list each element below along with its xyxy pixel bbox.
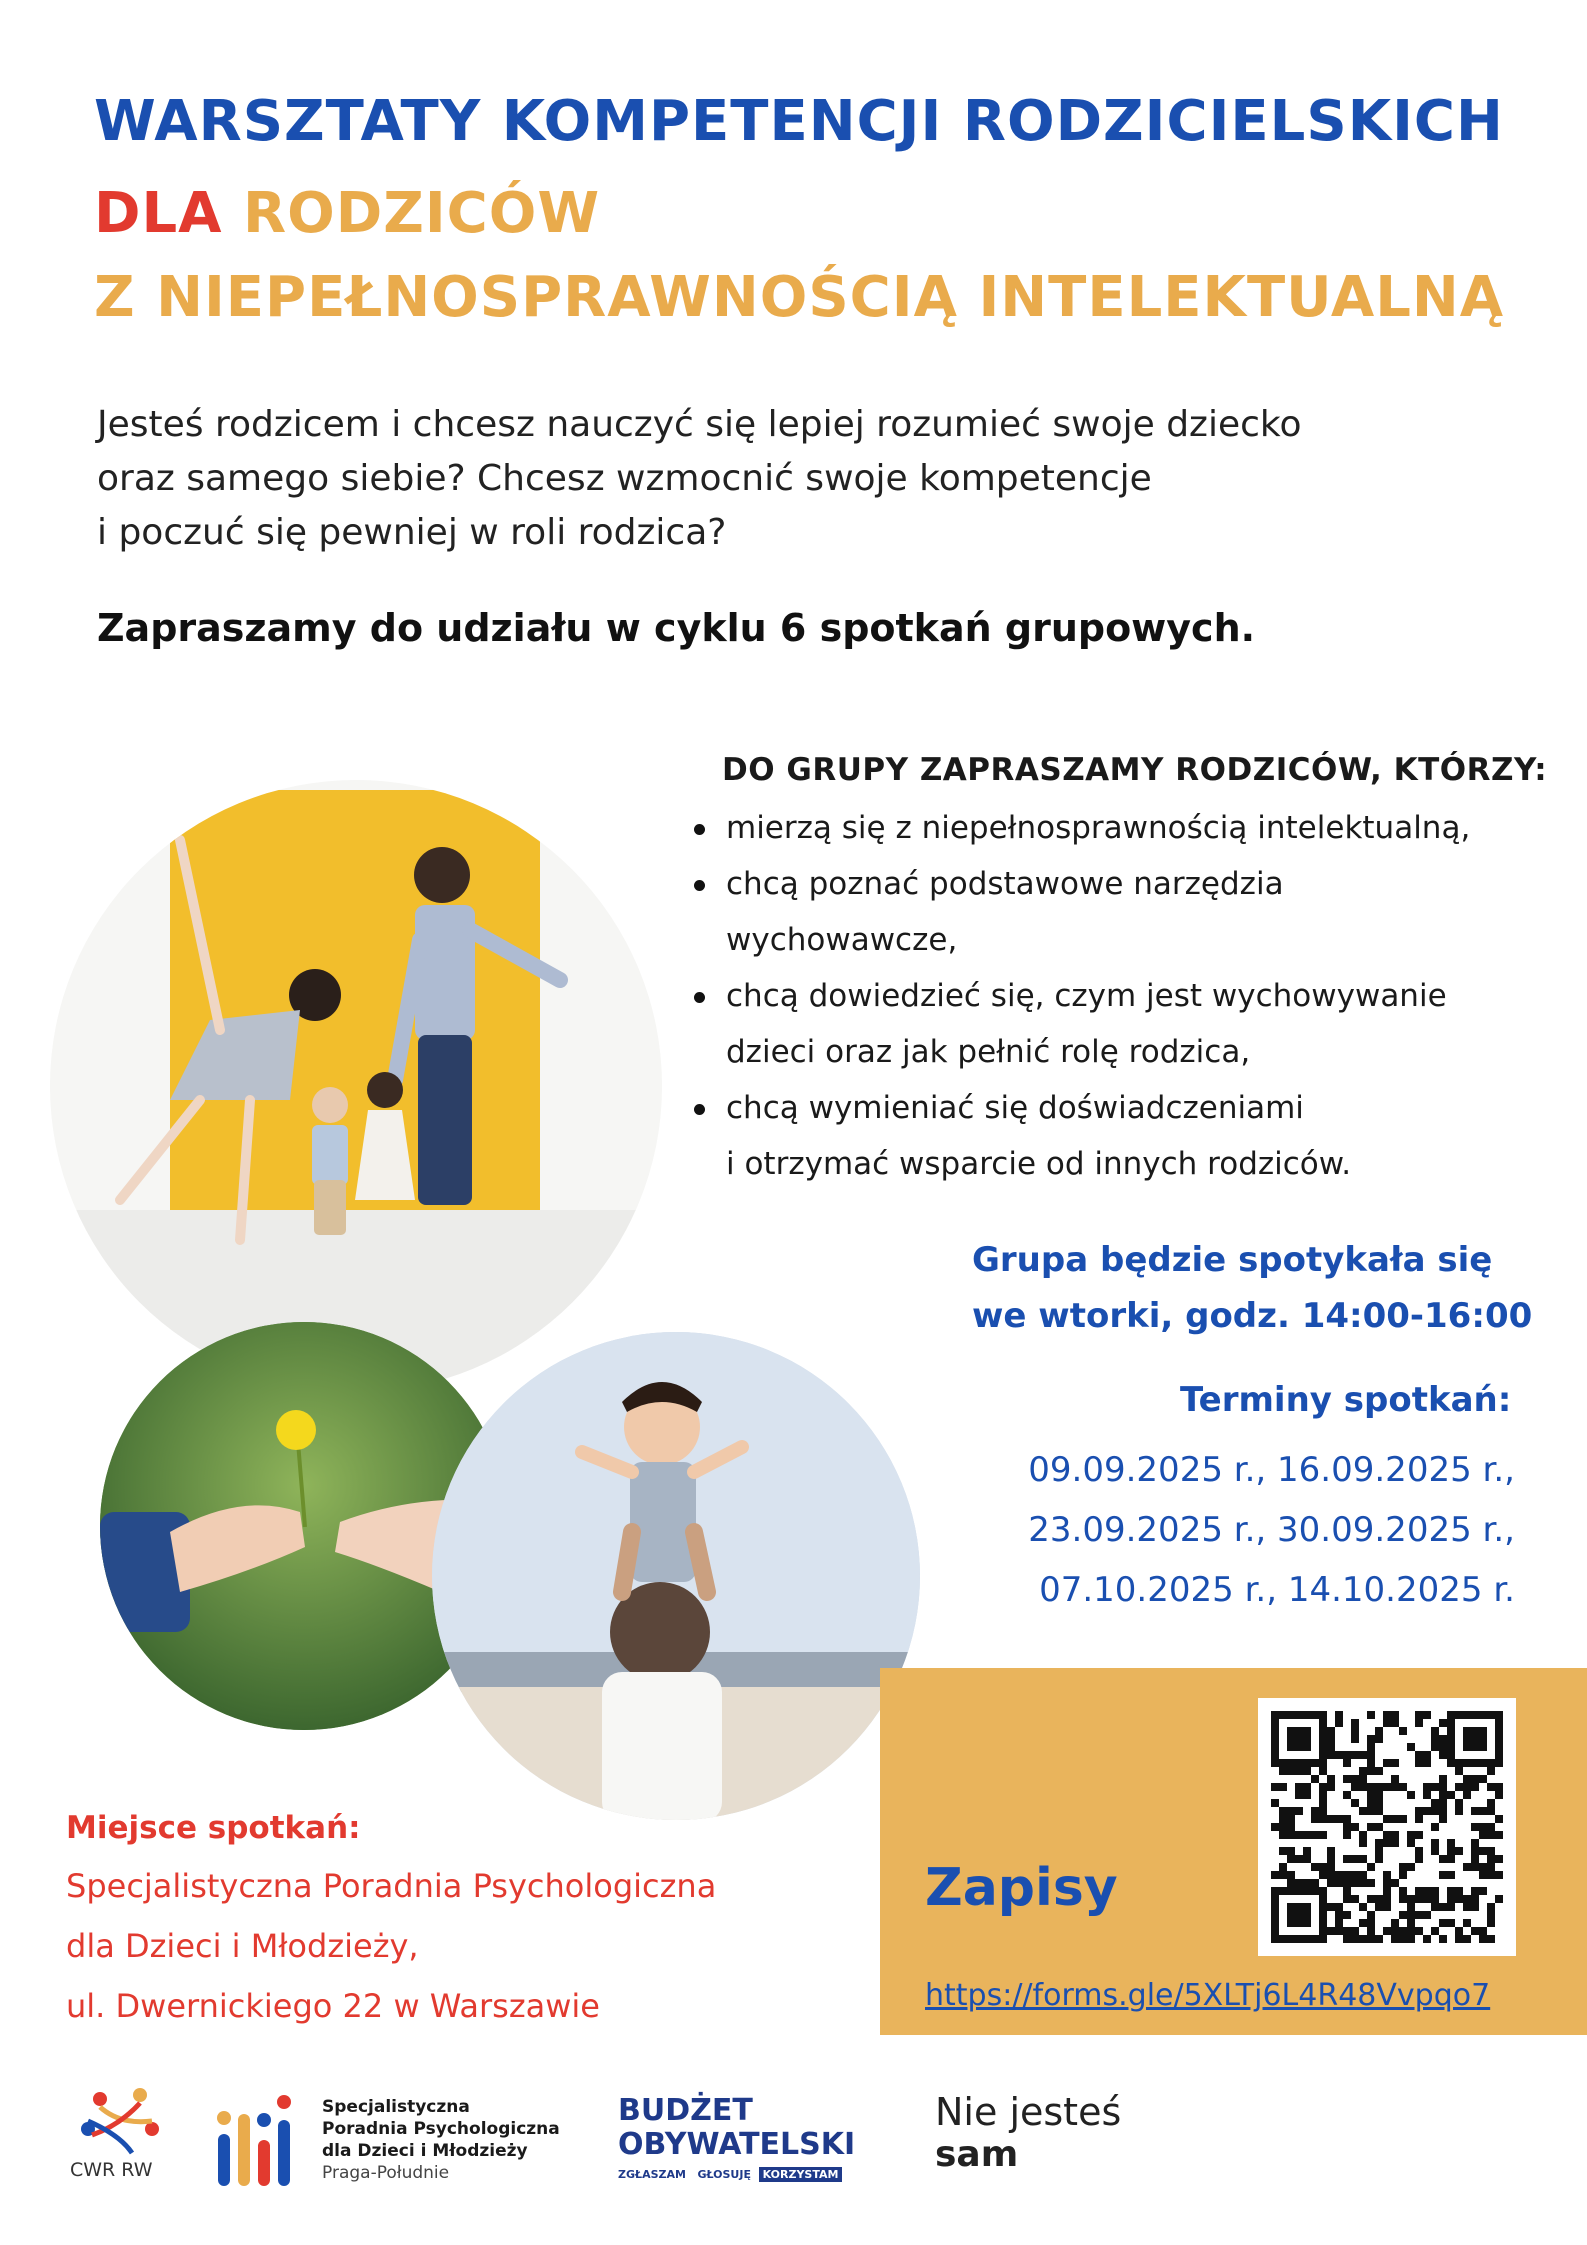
who-heading: DO GRUPY ZAPRASZAMY RODZICÓW, KTÓRZY: (722, 752, 1548, 788)
cwr-logo (70, 2085, 180, 2205)
signup-label: Zapisy (925, 1858, 1118, 1918)
title-line-2 (94, 178, 600, 250)
poradnia-logo-text: Specjalistyczna Poradnia Psychologiczna dla Dzieci i Młodzieży Praga-Południe (322, 2097, 560, 2183)
schedule-line-2: we wtorki, godz. 14:00-16:00 (972, 1296, 1533, 1336)
poradnia-logo-mark (212, 2090, 322, 2190)
place-address (66, 1856, 716, 2036)
signup-link[interactable]: https://forms.gle/5XLTj6L4R48Vvpqo7 (925, 1978, 1491, 2013)
family-illustration (50, 780, 662, 1392)
qr-code-icon (1258, 1698, 1516, 1956)
place-heading: Miejsce spotkań: (66, 1810, 361, 1846)
title-line-3: Z NIEPEŁNOSPRAWNOŚCIĄ INTELEKTUALNĄ (94, 265, 1505, 330)
qr-code[interactable] (1258, 1698, 1516, 1956)
dates-line-1: 09.09.2025 r., 16.09.2025 r., (1028, 1450, 1515, 1490)
dates-list (1028, 1440, 1515, 1620)
intro-line-3: i poczuć się pewniej w roli rodzica? (97, 512, 727, 553)
father-baby-illustration (432, 1332, 920, 1820)
poradnia-logo-icon (212, 2090, 322, 2190)
dates-line-2: 23.09.2025 r., 30.09.2025 r., (1028, 1510, 1515, 1550)
family-photo (50, 780, 662, 1392)
title-dla: DLA (94, 181, 223, 246)
intro-text (97, 398, 1537, 560)
intro-line-2: oraz samego siebie? Chcesz wzmocnić swoje kompetencje (97, 458, 1152, 499)
invite-text: Zapraszamy do udziału w cyklu 6 spotkań grupowych. (97, 606, 1256, 650)
father-baby-photo (432, 1332, 920, 1820)
dates-heading: Terminy spotkań: (1180, 1380, 1512, 1420)
place-line-2: dla Dzieci i Młodzieży, (66, 1927, 419, 1965)
place-line-3: ul. Dwernickiego 22 w Warszawie (66, 1987, 600, 2025)
title-rodzicow: RODZICÓW (243, 181, 601, 246)
cwr-logo-icon (70, 2085, 180, 2155)
budzet-logo: BUDŻET OBYWATELSKI ZGŁASZAM GŁOSUJĘ KORZYSTAM (618, 2093, 856, 2181)
who-item-3: chcą dowiedzieć się, czym jest wychowywanie dzieci oraz jak pełnić rolę rodzica, (690, 968, 1550, 1080)
title-line-1: WARSZTATY KOMPETENCJI RODZICIELSKICH (94, 89, 1504, 154)
schedule-line-1: Grupa będzie spotykała się (972, 1240, 1493, 1280)
intro-line-1: Jesteś rodzicem i chcesz nauczyć się lepiej rozumieć swoje dziecko (97, 404, 1302, 445)
signup-box (880, 1668, 1587, 2035)
cwr-text: CWR RW (70, 2159, 153, 2181)
dates-line-3: 07.10.2025 r., 14.10.2025 r. (1039, 1570, 1515, 1610)
who-item-4: chcą wymieniać się doświadczeniami i otrzymać wsparcie od innych rodziców. (690, 1080, 1550, 1192)
place-line-1: Specjalistyczna Poradnia Psychologiczna (66, 1867, 717, 1905)
who-item-1: mierzą się z niepełnosprawnością intelektualną, (690, 800, 1550, 856)
who-item-2: chcą poznać podstawowe narzędzia wychowawcze, (690, 856, 1550, 968)
nie-jestes-sam-logo: Nie jesteś sam (935, 2090, 1122, 2175)
who-list (690, 800, 1550, 1192)
